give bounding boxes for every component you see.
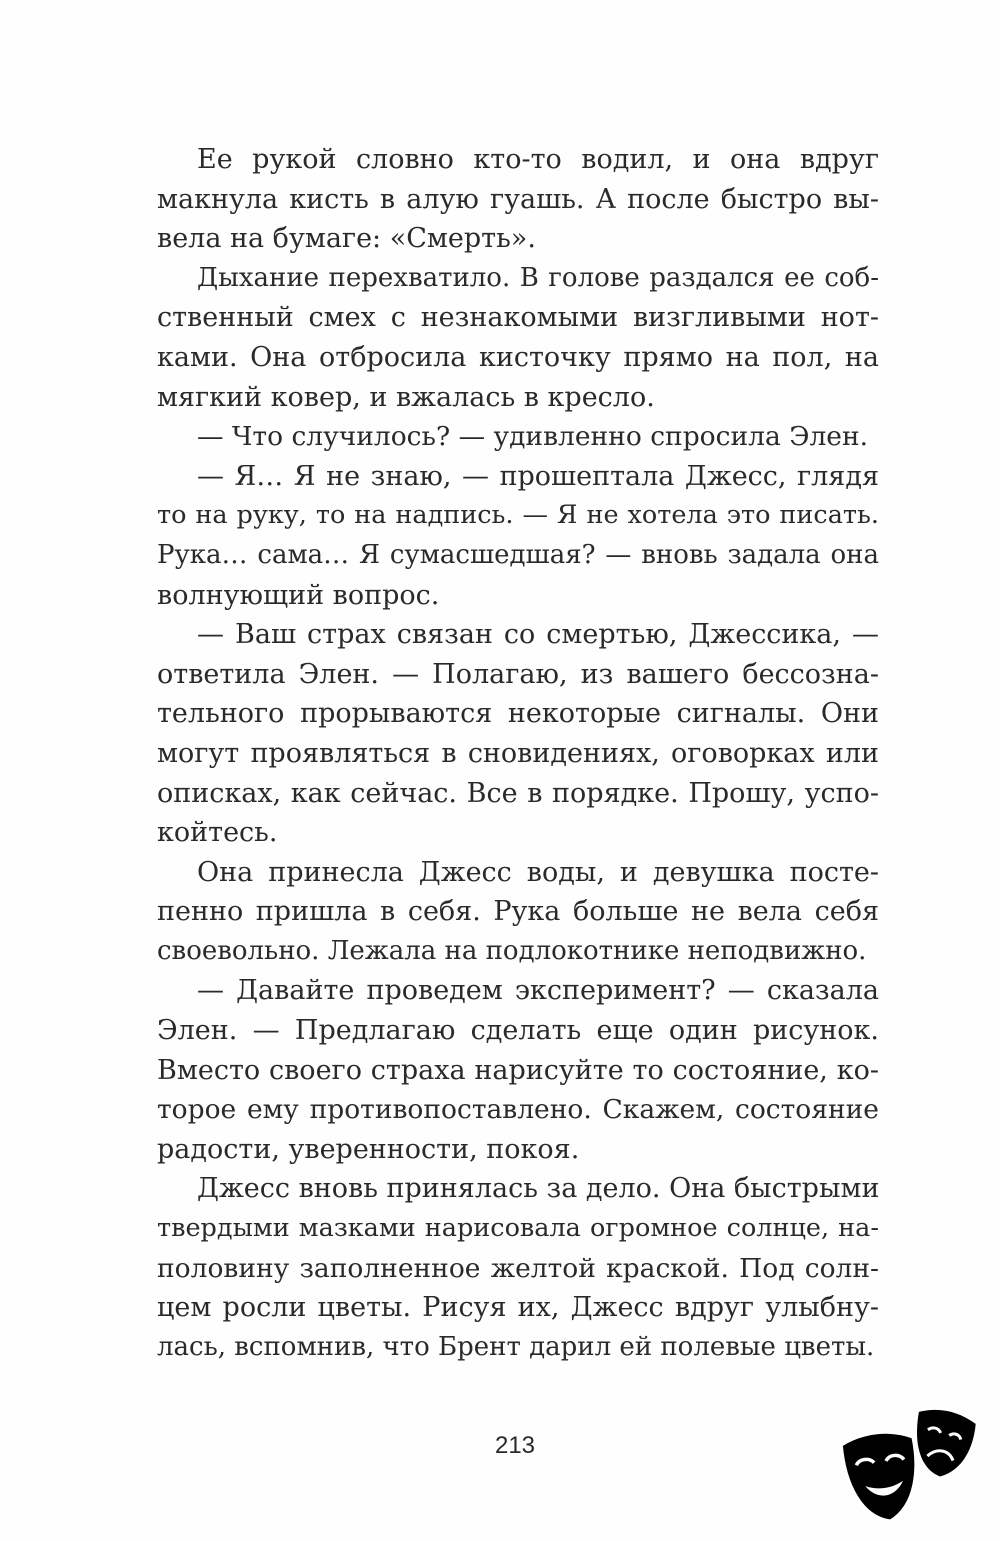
- text-line: тельного прорываются некоторые сигналы. Они: [157, 698, 879, 730]
- theatre-masks-icon: [838, 1408, 976, 1524]
- text-line: лась, вспомнив, что Брент дарил ей полевые цветы.: [157, 1331, 875, 1362]
- text-line: койтесь.: [157, 817, 278, 849]
- body-text: [157, 140, 879, 1367]
- text-line: ками. Она отбросила кисточку прямо на пол, на: [157, 341, 879, 373]
- text-line: — Ваш страх связан со смертью, Джессика, —: [197, 619, 879, 651]
- text-line: описках, как сейчас. Все в порядке. Прошу, успо-: [157, 777, 879, 809]
- text-line: торое ему противопоставлено. Скажем, состояние: [157, 1094, 879, 1126]
- text-line: твердыми мазками нарисовала огромное солнце, на-: [157, 1213, 879, 1244]
- text-line: половину заполненное желтой краской. Под солн-: [157, 1252, 879, 1284]
- text-line: Дыхание перехватило. В голове раздался ее соб-: [197, 262, 879, 293]
- text-line: своевольно. Лежала на подлокотнике неподвижно.: [157, 935, 867, 966]
- text-line: Рука… сама… Я сумасшедшая? — вновь задала она: [157, 539, 879, 570]
- text-line: могут проявляться в сновидениях, оговорках или: [157, 737, 879, 769]
- text-line: радости, уверенности, покоя.: [157, 1133, 580, 1165]
- text-line: Элен. — Предлагаю сделать еще один рисунок.: [157, 1015, 879, 1047]
- text-line: Ее рукой словно кто-то водил, и она вдруг: [197, 144, 879, 175]
- text-line: волнующий вопрос.: [157, 579, 440, 611]
- text-line: вела на бумаге: «Смерть».: [157, 223, 536, 255]
- text-line: Джесс вновь принялась за дело. Она быстрыми: [197, 1173, 880, 1205]
- text-line: мягкий ковер, и вжалась в кресло.: [157, 381, 655, 413]
- text-line: цем росли цветы. Рисуя их, Джесс вдруг улыбну-: [157, 1292, 879, 1324]
- page-number: 213: [494, 1432, 536, 1459]
- text-line: ответила Элен. — Полагаю, из вашего бессозна-: [157, 658, 879, 690]
- text-line: то на руку, то на надпись. — Я не хотела это писать.: [157, 500, 879, 531]
- text-line: — Давайте проведем эксперимент? — сказала: [197, 975, 879, 1007]
- text-line: макнула кисть в алую гуашь. А после быстро вы-: [157, 183, 879, 215]
- text-line: пенно пришла в себя. Рука больше не вела себя: [157, 896, 879, 928]
- text-line: — Что случилось? — удивленно спросила Элен.: [197, 421, 869, 453]
- text-line: Вместо своего страха нарисуйте то состояние, ко-: [157, 1054, 879, 1086]
- text-line: Она принесла Джесс воды, и девушка посте-: [197, 856, 879, 888]
- text-line: — Я… Я не знаю, — прошептала Джесс, глядя: [197, 460, 879, 492]
- text-line: ственный смех с незнакомыми визгливыми нот-: [157, 302, 879, 334]
